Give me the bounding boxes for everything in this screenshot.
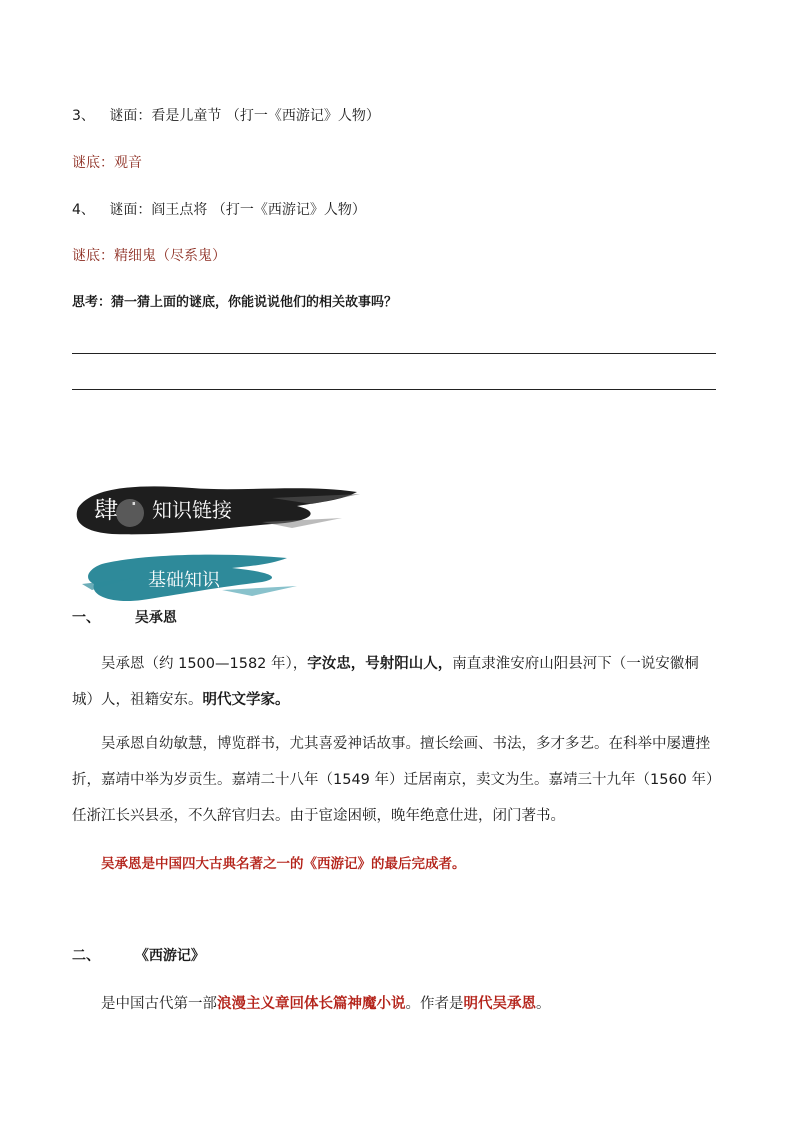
- banner-numeral: 肆: [94, 496, 118, 524]
- sub-banner-title: 基础知识: [148, 570, 220, 591]
- section-1-paragraph-3: 吴承恩是中国四大古典名著之一的《西游记》的最后完成者。: [101, 856, 466, 872]
- s2-segment-d: 明代吴承恩: [463, 996, 536, 1012]
- p1-segment-d: 明代文学家。: [202, 692, 290, 708]
- section-1-paragraph-2: 吴承恩自幼敏慧，博览群书，尤其喜爱神话故事。擅长绘画、书法，多才多艺。在科举中屡遭挫折，嘉靖中举为岁贡生。嘉靖二十八年（1549 年）迁居南京，卖文为生。嘉靖三十九年（1560 年）任浙江长兴县丞，不久辞官归去。由于宦途困顿，晚年绝意仕进，闭门著书。: [72, 736, 714, 824]
- riddle-4-text: 谜面：阎王点将 （打一《西游记》人物）: [109, 202, 366, 218]
- section-1-number: 一、: [72, 610, 100, 626]
- section-2-paragraph-1: [72, 986, 720, 1022]
- section-2-title: 《西游记》: [134, 948, 205, 964]
- riddle-4-question: [72, 199, 366, 219]
- section-1-paragraph-1: [72, 646, 720, 718]
- riddle-4-number: 4、: [72, 202, 95, 218]
- section-1-title: 吴承恩: [134, 610, 177, 626]
- section-banner: [72, 478, 362, 540]
- riddle-4-answer-label: 谜底：: [72, 248, 114, 264]
- riddle-3-answer-label: 谜底：: [72, 155, 114, 171]
- sub-banner: [72, 550, 302, 606]
- riddle-3-text: 谜面：看是儿童节 （打一《西游记》人物）: [109, 108, 380, 124]
- riddle-3-answer-text: 观音: [114, 155, 142, 171]
- section-2-heading: [72, 945, 205, 965]
- think-prompt: 思考：猜一猜上面的谜底，你能说说他们的相关故事吗？: [72, 295, 398, 310]
- riddle-3-question: [72, 105, 380, 125]
- s2-segment-e: 。: [536, 996, 551, 1012]
- p1-segment-b: 字汝忠，号射阳山人，: [307, 656, 453, 672]
- riddle-3-answer: [72, 152, 142, 172]
- answer-line-1: [72, 353, 716, 354]
- banner-title: 知识链接: [152, 498, 232, 522]
- riddle-3-number: 3、: [72, 108, 95, 124]
- section-1-heading: [72, 607, 177, 627]
- s2-segment-c: 。作者是: [405, 996, 464, 1012]
- section-2-number: 二、: [72, 948, 100, 964]
- banner-separator: ·: [130, 490, 138, 518]
- s2-segment-b: 浪漫主义章回体长篇神魔小说: [217, 996, 406, 1012]
- riddle-4-answer: [72, 245, 226, 265]
- p1-segment-a: 吴承恩（约 1500—1582 年），: [101, 656, 308, 672]
- answer-line-2: [72, 389, 716, 390]
- riddle-4-answer-text: 精细鬼（尽系鬼）: [114, 248, 226, 264]
- s2-segment-a: 是中国古代第一部: [101, 996, 217, 1012]
- p1-segment-c: 南直隶淮安府山阳县河下（一说安徽桐城）人，祖籍安东。: [72, 656, 699, 708]
